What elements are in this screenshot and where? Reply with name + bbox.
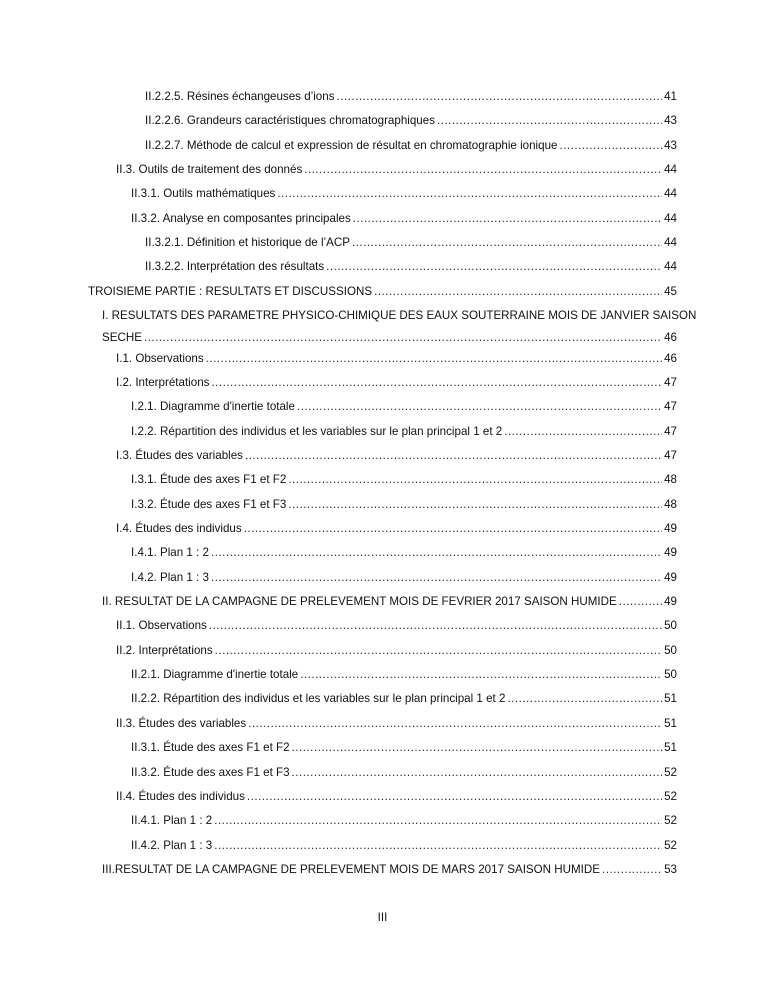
toc-leader-dots [288,494,662,516]
toc-entry-page: 50 [664,668,677,681]
toc-leader-dots [292,762,663,784]
toc-entry-page: 46 [664,352,677,365]
toc-leader-dots [211,542,662,564]
toc-entry-label: I.4.2. Plan 1 : 3 [131,571,209,584]
toc-leader-dots [211,567,662,589]
toc-entry[interactable] [131,664,677,686]
toc-entry[interactable] [116,372,677,394]
toc-entry-label: I.1. Observations [116,352,204,365]
toc-leader-dots [215,640,662,662]
toc-entry-label: I.3.2. Étude des axes F1 et F3 [131,498,287,511]
toc-leader-dots [214,810,662,832]
toc-entry-page: 51 [664,741,677,754]
toc-entry[interactable] [116,640,677,662]
toc-leader-dots [206,348,662,370]
toc-leader-dots [292,737,663,759]
toc-leader-dots [559,135,662,157]
toc-entry-page: 47 [664,449,677,462]
toc-entry[interactable] [102,859,677,881]
toc-entry-page: 51 [664,692,677,705]
toc-entry-label: II.2.2.7. Méthode de calcul et expression de résultat en chromatographie ionique [145,139,558,152]
toc-entry-label: I.4.1. Plan 1 : 2 [131,546,209,559]
toc-leader-dots [214,835,662,857]
toc-entry[interactable] [131,567,677,589]
toc-entry-page: 49 [664,595,677,608]
toc-leader-dots [374,281,662,303]
toc-entry-page: 53 [664,863,677,876]
toc-entry-page: 44 [664,236,677,249]
toc-entry-label: II.1. Observations [116,619,207,632]
toc-entry-page: 47 [664,400,677,413]
toc-entry-page: 52 [664,766,677,779]
toc-entry-label: SECHE [102,331,142,344]
toc-leader-dots [337,86,663,108]
toc-entry-page: 44 [664,163,677,176]
toc-entry[interactable] [131,737,677,759]
toc-leader-dots [300,664,662,686]
toc-leader-dots [288,469,662,491]
toc-entry-label: II.3.2. Analyse en composantes principales [131,212,351,225]
toc-entry[interactable] [131,494,677,516]
toc-entry-label: II.2.2. Répartition des individus et les variables sur le plan principal 1 et 2 [131,692,506,705]
toc-leader-dots [277,183,662,205]
toc-leader-dots [504,421,662,443]
toc-entry[interactable] [131,421,677,443]
toc-entry-label: II.2.2.5. Résines échangeuses d’ions [145,90,335,103]
toc-leader-dots [247,786,662,808]
toc-entry[interactable] [116,713,677,735]
toc-entry-page: 43 [664,139,677,152]
toc-entry[interactable] [131,183,677,205]
toc-entry[interactable] [131,469,677,491]
toc-entry-page: 50 [664,619,677,632]
toc-entry-label: II.3.2. Étude des axes F1 et F3 [131,766,290,779]
toc-leader-dots [248,713,662,735]
toc-entry[interactable] [131,810,677,832]
toc-entry-label: I.2. Interprétations [116,376,210,389]
toc-entry[interactable] [145,135,677,157]
toc-leader-dots [602,859,662,881]
toc-entry-label: II.3.2.1. Définition et historique de l’ACP [145,236,350,249]
toc-entry[interactable] [145,256,677,278]
toc-entry-label: I.4. Études des individus [116,522,242,535]
toc-leader-dots [144,327,662,349]
toc-leader-dots [211,372,662,394]
toc-entry-page: 47 [664,376,677,389]
toc-entry-label: I.3. Études des variables [116,449,243,462]
toc-entry[interactable] [116,786,677,808]
toc-entry-page: 48 [664,473,677,486]
toc-entry[interactable] [116,518,677,540]
toc-entry-page: 44 [664,187,677,200]
toc-entry-label: III.RESULTAT DE LA CAMPAGNE DE PRELEVEMENT MOIS DE MARS 2017 SAISON HUMIDE [102,863,601,876]
toc-leader-dots [297,396,662,418]
toc-entry[interactable] [131,688,677,710]
toc-entry[interactable] [131,762,677,784]
toc-entry-label: II.2.2.6. Grandeurs caractéristiques chromatographiques [145,114,435,127]
toc-entry-label: II.3. Études des variables [116,717,247,730]
toc-entry[interactable] [102,591,677,613]
toc-entry[interactable] [116,159,677,181]
toc-entry-label: II.3. Outils de traitement des donnés [116,163,303,176]
toc-leader-dots [507,688,662,710]
toc-entry[interactable] [131,208,677,230]
toc-entry-label: I.2.1. Diagramme d'inertie totale [131,400,295,413]
toc-entry[interactable] [116,445,677,467]
toc-entry-label: II.3.2.2. Interprétation des résultats [145,260,325,273]
toc-entry-label: II.2.1. Diagramme d'inertie totale [131,668,299,681]
toc-leader-dots [619,591,662,613]
toc-entry-page: 52 [664,790,677,803]
toc-leader-dots [209,615,662,637]
toc-entry[interactable] [116,348,677,370]
toc-entry[interactable] [145,232,677,254]
toc-entry-page: 49 [664,546,677,559]
toc-entry-page: 43 [664,114,677,127]
toc-entry[interactable] [102,305,697,349]
toc-entry-label: II.3.1. Outils mathématiques [131,187,276,200]
toc-entry-page: 45 [664,285,677,298]
toc-entry[interactable] [116,615,677,637]
page-number-footer: III [377,911,388,924]
toc-entry[interactable] [145,86,677,108]
toc-entry-label: II. RESULTAT DE LA CAMPAGNE DE PRELEVEMENT MOIS DE FEVRIER 2017 SAISON HUMIDE [102,595,617,608]
toc-leader-dots [352,232,662,254]
toc-entry[interactable] [131,835,677,857]
toc-entry[interactable] [145,110,677,132]
toc-entry-page: 49 [664,522,677,535]
toc-leader-dots [326,256,662,278]
toc-entry-page: 51 [664,717,677,730]
toc-entry-label: II.4.2. Plan 1 : 3 [131,839,213,852]
toc-entry-page: 50 [664,644,677,657]
toc-leader-dots [353,208,662,230]
toc-entry-label: II.4. Études des individus [116,790,245,803]
toc-entry[interactable] [88,281,677,303]
toc-leader-dots [304,159,662,181]
toc-entry-page: 48 [664,498,677,511]
toc-entry-label: I.3.1. Étude des axes F1 et F2 [131,473,287,486]
toc-entry[interactable] [131,542,677,564]
toc-entry[interactable] [131,396,677,418]
toc-entry-page: 44 [664,212,677,225]
toc-entry-label: TROISIEME PARTIE : RESULTATS ET DISCUSSIONS [88,285,373,298]
toc-entry-page: 44 [664,260,677,273]
toc-entry-label: II.3.1. Étude des axes F1 et F2 [131,741,290,754]
toc-entry-label: II.2. Interprétations [116,644,213,657]
toc-leader-dots [244,518,662,540]
toc-entry-page: 47 [664,425,677,438]
toc-entry-page: 46 [664,331,677,344]
toc-entry-label: I.2.2. Répartition des individus et les variables sur le plan principal 1 et 2 [131,425,503,438]
toc-entry-label: II.4.1. Plan 1 : 2 [131,814,213,827]
toc-leader-dots [437,110,662,132]
toc-entry-label-line1: I. RESULTATS DES PARAMETRE PHYSICO-CHIMIQUE DES EAUX SOUTERRAINE MOIS DE JANVIER SAISON [102,309,697,322]
toc-leader-dots [245,445,662,467]
toc-entry-page: 41 [664,90,677,103]
toc-entry-page: 52 [664,814,677,827]
toc-entry-page: 52 [664,839,677,852]
toc-entry-page: 49 [664,571,677,584]
